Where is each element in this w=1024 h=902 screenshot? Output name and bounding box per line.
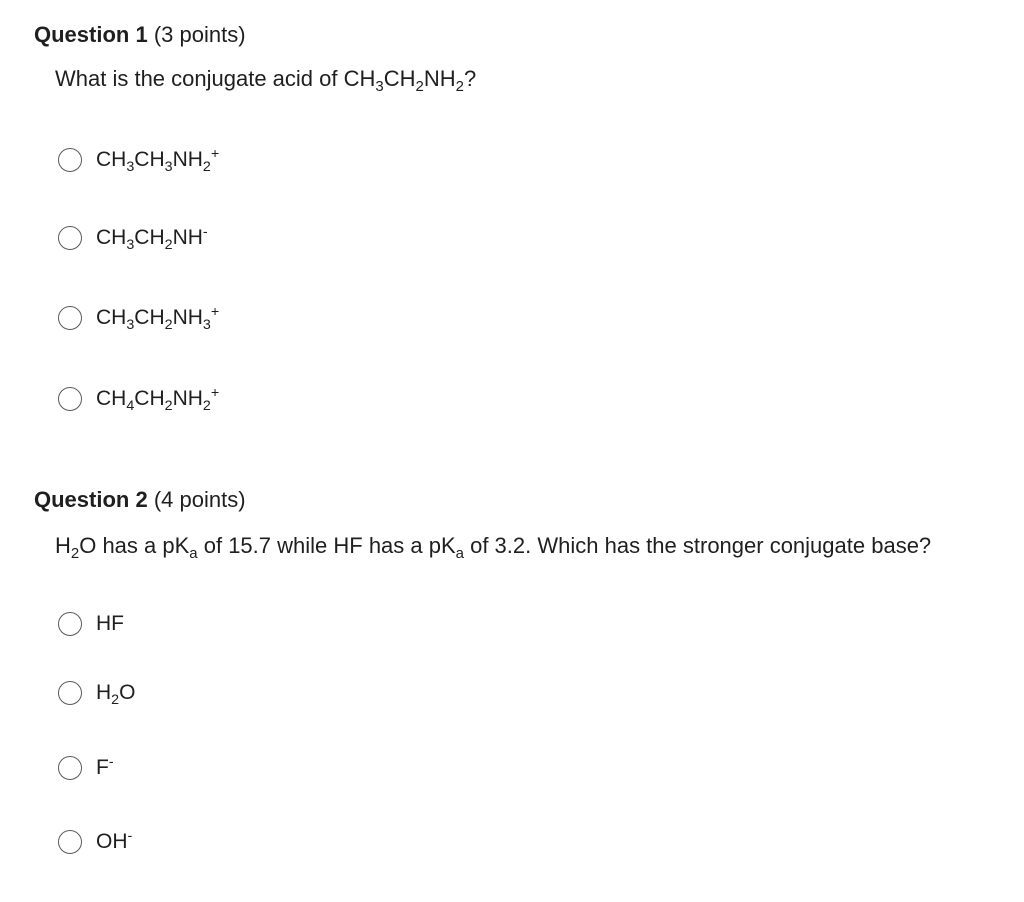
option-label: F- (96, 754, 114, 779)
q2-option-a[interactable] (58, 608, 124, 640)
question-1-heading (34, 20, 246, 50)
question-points: (3 points) (153, 22, 246, 47)
question-2-prompt: $H_2O$ has a $pK_a$ of 15.7 while HF has a $pK_a$ of 3.2. Which has the stronger conjugate base? (55, 533, 932, 562)
question-1-prompt: What is the conjugate acid of $CH_3CH_2NH_2$? (55, 66, 477, 95)
q1-option-d[interactable] (58, 383, 219, 415)
option-label: $CH_4CH_2NH_2^+$ (96, 385, 220, 414)
radio-button[interactable] (58, 681, 82, 705)
option-label: HF (96, 612, 124, 635)
question-points: (4 points) (153, 487, 246, 512)
radio-button[interactable] (58, 148, 82, 172)
option-label: $H_2O$ (96, 681, 136, 708)
radio-button[interactable] (58, 387, 82, 411)
question-title: Question 2 (34, 487, 148, 512)
option-label: $CH_3CH_2NH_3^+$ (96, 304, 220, 333)
option-label: OH- (96, 828, 133, 853)
question-2-heading (34, 485, 246, 515)
q1-option-b[interactable] (58, 222, 208, 254)
radio-button[interactable] (58, 612, 82, 636)
radio-button[interactable] (58, 306, 82, 330)
q1-option-a[interactable] (58, 144, 219, 176)
radio-button[interactable] (58, 830, 82, 854)
q2-option-c[interactable] (58, 752, 114, 784)
option-label: $CH_3CH_2NH^-$ (96, 224, 208, 253)
q2-option-b[interactable] (58, 677, 135, 709)
radio-button[interactable] (58, 756, 82, 780)
radio-button[interactable] (58, 226, 82, 250)
question-title: Question 1 (34, 22, 148, 47)
q2-option-d[interactable] (58, 826, 132, 858)
option-label: $CH_3CH_3NH_2^+$ (96, 146, 220, 175)
q1-option-c[interactable] (58, 302, 219, 334)
